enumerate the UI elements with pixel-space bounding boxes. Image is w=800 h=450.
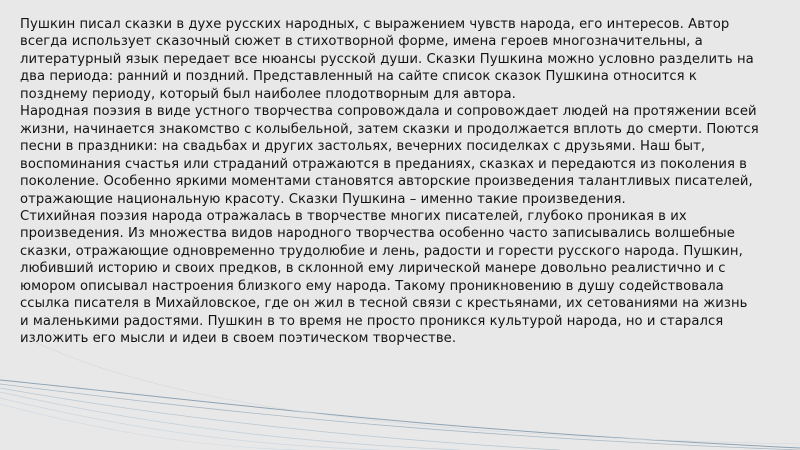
decorative-curves-icon <box>0 340 800 450</box>
paragraph-2: Народная поэзия в виде устного творчества сопровождала и сопровождает людей на протяжении всей жизни, начинается знакомство с колыбельной, затем сказки и продолжается вплоть до смерти. Поются песни в праздники: на свадьбах и других застольях, вечерних посиделках с друзьями. Наш быт, воспоминания счастья или страданий отражаются в преданиях, сказках и передаются из поколения в поколение. Особенно яркими моментами становятся авторские произведения талантливых писателей, отражающие национальную красоту. Сказки Пушкина – именно такие произведения. <box>20 104 759 207</box>
paragraph-3: Стихийная поэзия народа отражалась в творчестве многих писателей, глубоко проникая в их произведения. Из множества видов народного творчества особенно часто записывались волшебные сказки, отражающие одновременно трудолюбие и лень, радости и горести русского народа. Пушкин, любивший историю и своих предков, в склонной ему лирической манере довольно реалистично и с юмором описывал настроения близкого ему народа. Такому проникновению в душу содействовала ссылка писателя в Михайловское, где он жил в тесной связи с крестьянами, их сетованиями на жизнь и маленькими радостями. Пушкин в то время не просто проникся культурой народа, но и старался изложить его мысли и идеи в своем поэтическом творчестве. <box>20 208 748 347</box>
body-text <box>20 16 760 348</box>
paragraph-1: Пушкин писал сказки в духе русских народных, с выражением чувств народа, его интересов. Автор всегда использует сказочный сюжет в стихотворной форме, имена героев многозначительны, а литературный язык передает все нюансы русской души. Сказки Пушкина можно условно разделить на два периода: ранний и поздний. Представленный на сайте список сказок Пушкина относится к позднему периоду, который был наиболее плодотворным для автора. <box>20 17 754 102</box>
